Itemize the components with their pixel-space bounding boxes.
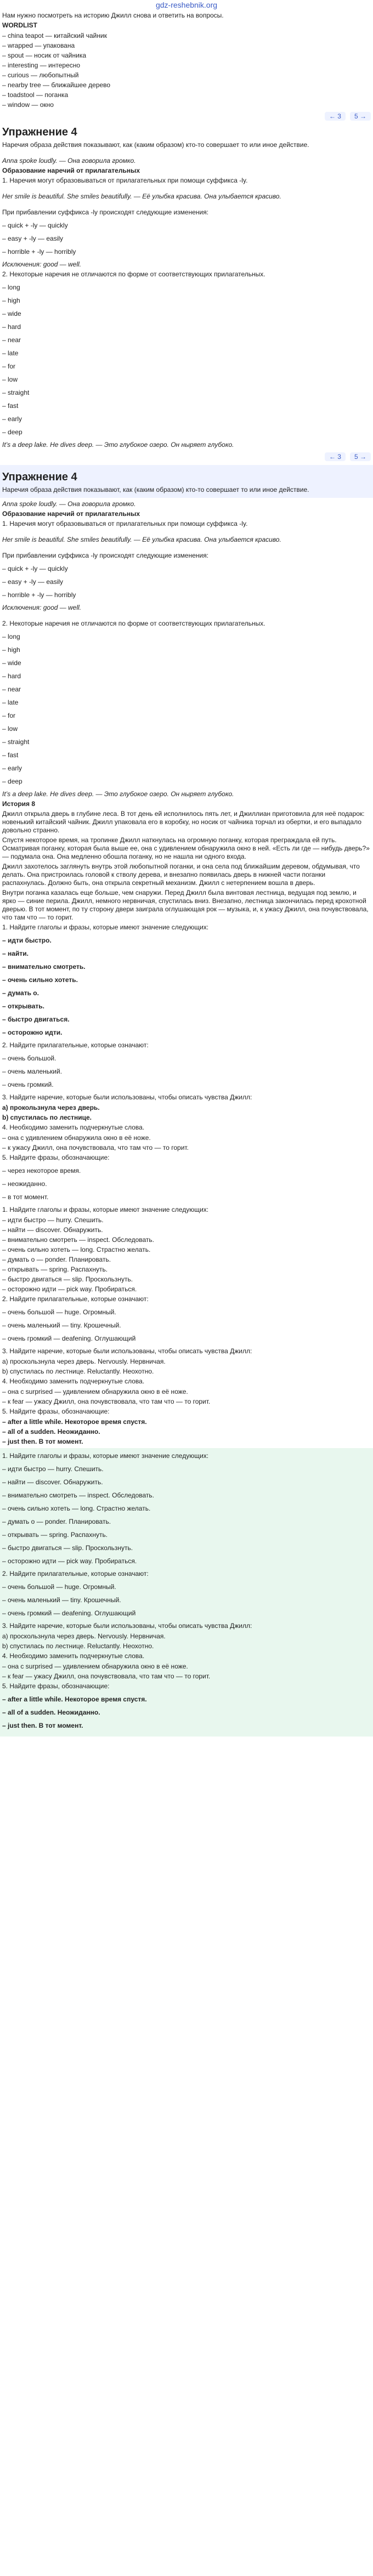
task-item-text: внимательно смотреть. — [8, 963, 86, 971]
task-list — [2, 1166, 371, 1201]
same-form-item: – early — [2, 764, 22, 772]
story-paragraph: Внутри поганка казалась еще больше, чем снаружи. Перед Джилл была винтовая лестница, ведущая под землю, и ярко — синие перила. Джилл, немного нервничая, спустилась вниз. Внезапно, лестница закончилась перед крохотной дверью. В тот момент, по ту сторону двери заиграла оглушающая рок — музыка, и, к ужасу Джилл, она почувствовала, что там что — то горит. — [2, 889, 369, 921]
example-line: Her smile is beautiful. She smiles beautifully. — Её улыбка красива. Она улыбается красиво. — [2, 192, 281, 200]
ly-item: – easy + -ly — easily — [2, 578, 64, 586]
wordlist-item-text: spout — носик от чайника — [8, 52, 87, 59]
answer-text: к fear — ужасу Джилл, она почувствовала, что там что — то горит. — [8, 1398, 211, 1405]
task-item: – внимательно смотреть. — [2, 963, 86, 971]
answer-item: – найти — discover. Обнаружить. — [2, 1226, 103, 1234]
rule-line: 2. Некоторые наречия не отличаются по форме от соответствующих прилагательных. — [2, 270, 265, 278]
story-paragraph: Спустя некоторое время, на тропинке Джилл наткнулась на огромную поганку, которая преграждала ей путь. Осматривая поганку, которая была выше ее, она с удивлением обнаружила окно в ней. «Есть ли где — нибудь дверь?» — подумала она. Она медленно обошла поганку, но не нашла ни одного входа. — [2, 836, 370, 860]
prev-page-button[interactable]: ← 3 — [325, 112, 346, 121]
exercise-intro: Наречия образа действия показывают, как (каким образом) кто-то совершает то или иное действие. — [2, 141, 309, 149]
wordlist-item-text: toadstool — поганка — [8, 91, 69, 99]
answer-item: – after a little while. Некоторое время спустя. — [2, 1418, 147, 1426]
task-list — [2, 936, 371, 1037]
answer-item: – осторожно идти — pick way. Пробираться. — [2, 1557, 137, 1565]
answer-item-text: идти быстро — hurry. Спешить. — [8, 1216, 104, 1224]
answer-text: к fear — ужасу Джилл, она почувствовала, что там что — то горит. — [8, 1672, 211, 1680]
same-form-item-text: early — [8, 764, 22, 772]
answer-item-text: думать о — ponder. Планировать. — [8, 1518, 111, 1525]
task-item-text: в тот момент. — [8, 1193, 49, 1201]
same-form-item-text: straight — [8, 738, 30, 746]
same-form-item: – straight — [2, 389, 30, 396]
task-heading: 4. Необходимо заменить подчеркнутые слова. — [2, 1652, 145, 1660]
answer-item-text: after a little while. Некоторое время спустя. — [8, 1418, 147, 1426]
task-item: – очень большой. — [2, 1054, 56, 1062]
same-form-item: – near — [2, 336, 21, 344]
answer-line: – она с surprised — удивлением обнаружила окно в её ноже. — [2, 1388, 188, 1395]
same-form-item-text: late — [8, 349, 19, 357]
task-heading: 4. Необходимо заменить подчеркнутые слова. — [2, 1377, 145, 1385]
next-page-button[interactable]: 5 → — [350, 112, 371, 121]
answer-item-text: осторожно идти — pick way. Пробираться. — [8, 1557, 137, 1565]
wordlist-item-text: china teapot — китайский чайник — [8, 32, 107, 39]
task-item-text: открывать. — [8, 1002, 44, 1010]
same-form-item: – late — [2, 349, 19, 357]
answer-item-text: очень громкий — deafening. Оглушающий — [8, 1335, 136, 1342]
pagination — [2, 451, 371, 463]
wordlist-item: – interesting — интересно — [2, 61, 81, 69]
answer-item: – just then. В тот момент. — [2, 1438, 83, 1445]
same-form-item: – near — [2, 685, 21, 693]
task-item-text: найти. — [8, 950, 29, 957]
same-form-item-text: deep — [8, 428, 22, 436]
wordlist-title: WORDLIST — [2, 21, 37, 29]
same-form-item-text: long — [8, 283, 20, 291]
exercise-intro: Наречия образа действия показывают, как (каким образом) кто-то совершает то или иное действие. — [2, 486, 309, 493]
answer-text: она с surprised — удивлением обнаружила окно в её ноже. — [8, 1388, 188, 1395]
same-form-item-text: wide — [8, 310, 21, 317]
task-heading: 3. Найдите наречие, которые были использованы, чтобы описать чувства Джилл: — [2, 1347, 252, 1355]
exercise-title: Упражнение 4 — [2, 126, 77, 138]
answer-list — [2, 1216, 371, 1293]
same-form-item: – low — [2, 376, 18, 383]
answer-list — [2, 1695, 371, 1730]
answer-item: – думать о — ponder. Планировать. — [2, 1256, 111, 1263]
same-form-item: – deep — [2, 428, 22, 436]
answer-item: – after a little while. Некоторое время спустя. — [2, 1695, 147, 1703]
same-form-item: – for — [2, 712, 16, 719]
task-item-text: очень громкий. — [8, 1081, 54, 1088]
ly-item: – horrible + -ly — horribly — [2, 248, 76, 256]
answer-item-text: открывать — spring. Распахнуть. — [8, 1531, 108, 1539]
wordlist-item: – wrapped — упакована — [2, 42, 75, 49]
same-form-item-text: fast — [8, 751, 19, 759]
wordlist-item-text: nearby tree — ближайшее дерево — [8, 81, 111, 89]
ly-item-text: easy + -ly — easily — [8, 235, 64, 242]
task-line: – к ужасу Джилл, она почувствовала, что там что — то горит. — [2, 1144, 189, 1151]
exercise-title: Упражнение 4 — [2, 471, 77, 483]
answer-item-text: идти быстро — hurry. Спешить. — [8, 1465, 104, 1473]
ly-item: – quick + -ly — quickly — [2, 222, 68, 229]
same-form-item: – hard — [2, 672, 21, 680]
task-item: – очень маленький. — [2, 1068, 63, 1075]
answer-list — [2, 1582, 371, 1618]
answer-item: – очень сильно хотеть — long. Страстно желать. — [2, 1246, 151, 1253]
same-form-item-text: early — [8, 415, 22, 423]
same-form-item: – long — [2, 633, 20, 640]
same-form-item-text: high — [8, 297, 20, 304]
example-line: Anna spoke loudly. — Она говорила громко. — [2, 500, 136, 508]
task-heading: 2. Найдите прилагательные, которые означают: — [2, 1295, 149, 1303]
answer-item-text: внимательно смотреть — inspect. Обследовать. — [8, 1236, 155, 1244]
site-header[interactable]: gdz-reshebnik.org — [155, 1, 218, 9]
answer-item-text: очень большой — huge. Огромный. — [8, 1583, 116, 1591]
same-form-item: – late — [2, 699, 19, 706]
same-form-item: – deep — [2, 778, 22, 785]
wordlist-item: – nearby tree — ближайшее дерево — [2, 81, 111, 89]
task-item-text: думать о. — [8, 989, 39, 997]
prev-page-button[interactable]: ← 3 — [325, 452, 346, 461]
answer-item-text: думать о — ponder. Планировать. — [8, 1256, 111, 1263]
same-form-item: – straight — [2, 738, 30, 746]
ly-item-text: easy + -ly — easily — [8, 578, 64, 586]
answer-line: – к fear — ужасу Джилл, она почувствовала, что там что — то горит. — [2, 1398, 211, 1405]
answer-item: – внимательно смотреть — inspect. Обследовать. — [2, 1236, 155, 1244]
task-item-text: быстро двигаться. — [8, 1015, 70, 1023]
rule-line: При прибавлении суффикса -ly происходят следующие изменения: — [2, 208, 209, 216]
task-item: – идти быстро. — [2, 937, 52, 944]
next-page-button[interactable]: 5 → — [350, 452, 371, 461]
wordlist-item-text: interesting — интересно — [8, 61, 81, 69]
answer-item-text: быстро двигаться — slip. Проскользнуть. — [8, 1544, 133, 1552]
answer-item-text: all of a sudden. Неожиданно. — [8, 1428, 100, 1435]
same-form-item: – high — [2, 646, 20, 654]
answer-item: – открывать — spring. Распахнуть. — [2, 1266, 108, 1273]
same-form-item-text: deep — [8, 778, 22, 785]
answer-item: – all of a sudden. Неожиданно. — [2, 1428, 100, 1435]
answer-item-text: очень маленький — tiny. Крошечный. — [8, 1321, 121, 1329]
wordlist-item: – china teapot — китайский чайник — [2, 32, 107, 39]
same-form-item-text: for — [8, 712, 16, 719]
answer-item: – очень громкий — deafening. Оглушающий — [2, 1609, 136, 1617]
task-line: a) прокользнула через дверь. — [2, 1104, 100, 1111]
same-form-item: – for — [2, 362, 16, 370]
answer-item-text: очень большой — huge. Огромный. — [8, 1308, 116, 1316]
answer-item-text: очень громкий — deafening. Оглушающий — [8, 1609, 136, 1617]
answer-item: – быстро двигаться — slip. Проскользнуть. — [2, 1544, 133, 1552]
same-form-item-text: long — [8, 633, 20, 640]
story-title: История 8 — [2, 800, 36, 808]
task-item: – думать о. — [2, 989, 39, 997]
answer-item: – очень большой — huge. Огромный. — [2, 1583, 116, 1591]
same-form-item-text: hard — [8, 672, 21, 680]
same-form-list — [2, 632, 371, 786]
ly-item: – easy + -ly — easily — [2, 235, 64, 242]
task-heading: 5. Найдите фразы, обозначающие: — [2, 1682, 110, 1690]
answer-item: – очень сильно хотеть — long. Страстно желать. — [2, 1505, 151, 1512]
task-line: b) спустилась по лестнице. — [2, 1114, 92, 1121]
task-line: – она с удивлением обнаружила окно в её ноже. — [2, 1134, 151, 1142]
answer-item-text: очень сильно хотеть — long. Страстно желать. — [8, 1505, 151, 1512]
task-heading: 1. Найдите глаголы и фразы, которые имеют значение следующих: — [2, 1206, 209, 1213]
answer-item: – найти — discover. Обнаружить. — [2, 1478, 103, 1486]
answer-item: – быстро двигаться — slip. Проскользнуть. — [2, 1275, 133, 1283]
answer-item: – очень маленький — tiny. Крошечный. — [2, 1596, 121, 1604]
ly-item: – horrible + -ly — horribly — [2, 591, 76, 599]
ly-item-text: quick + -ly — quickly — [8, 565, 68, 572]
answer-item-text: быстро двигаться — slip. Проскользнуть. — [8, 1275, 133, 1283]
answer-line: a) проскользнула через дверь. Nervously. Нервничая. — [2, 1358, 166, 1365]
answer-text: она с surprised — удивлением обнаружила окно в её ноже. — [8, 1663, 188, 1670]
wordlist-item: – curious — любопытный — [2, 71, 79, 79]
answer-item-text: открывать — spring. Распахнуть. — [8, 1266, 108, 1273]
ly-list — [2, 564, 371, 599]
same-form-item-text: late — [8, 699, 19, 706]
section-heading: Образование наречий от прилагательных — [2, 167, 140, 174]
answer-item-text: очень маленький — tiny. Крошечный. — [8, 1596, 121, 1604]
answer-item: – all of a sudden. Неожиданно. — [2, 1709, 100, 1716]
story-paragraph: Джилл открыла дверь в глубине леса. В тот день ей исполнилось пять лет, и Джиллиан приготовила для неё подарок: новенький китайский чайник. Джилл упаковала его в коробку, но носик от чайника торчал из обертки, и его выпадало довольно странно. — [2, 810, 365, 834]
repeated-exercise-header — [0, 465, 373, 498]
same-form-item: – wide — [2, 659, 21, 667]
task-heading: 2. Найдите прилагательные, которые означают: — [2, 1041, 149, 1049]
same-form-item: – fast — [2, 751, 19, 759]
wordlist-item: – window — окно — [2, 101, 54, 109]
exception-line: Исключения: good — well. — [2, 604, 82, 611]
answer-line: b) спустилась по лестнице. Reluctantly. Неохотно. — [2, 1368, 154, 1375]
task-text: она с удивлением обнаружила окно в её ноже. — [8, 1134, 151, 1142]
answer-item-text: внимательно смотреть — inspect. Обследовать. — [8, 1491, 155, 1499]
task-item: – быстро двигаться. — [2, 1015, 70, 1023]
task-heading: 5. Найдите фразы, обозначающие: — [2, 1408, 110, 1415]
answer-item-text: найти — discover. Обнаружить. — [8, 1226, 103, 1234]
task-item-text: очень сильно хотеть. — [8, 976, 78, 984]
story-paragraph: Джилл захотелось заглянуть внутрь этой любопытной поганки, и она села под ближайшим деревом, обдумывая, что делать. Она пристроилась головой к стволу дерева, и внезапно появилась дверь в нижней части поганки распахнулась. Должно быть, она открыла секретный механизм. Джилл с нетерпением вошла в дверь. — [2, 863, 360, 887]
ly-list — [2, 221, 371, 256]
wordlist-item-text: window — окно — [8, 101, 54, 109]
answer-item-text: just then. В тот момент. — [8, 1438, 83, 1445]
answer-item-text: just then. В тот момент. — [8, 1722, 83, 1729]
example-line: It’s a deep lake. He dives deep. — Это глубокое озеро. Он ныряет глубоко. — [2, 790, 234, 798]
answer-item: – очень большой — huge. Огромный. — [2, 1308, 116, 1316]
task-item: – открывать. — [2, 1002, 44, 1010]
same-form-item: – hard — [2, 323, 21, 331]
answer-list — [2, 1308, 371, 1343]
ly-item: – quick + -ly — quickly — [2, 565, 68, 572]
intro-text: Нам нужно посмотреть на историю Джилл снова и ответить на вопросы. — [2, 12, 224, 19]
task-list — [2, 1054, 371, 1089]
same-form-item-text: near — [8, 685, 21, 693]
answer-item: – осторожно идти — pick way. Пробираться. — [2, 1285, 137, 1293]
wordlist-item: – spout — носик от чайника — [2, 52, 87, 59]
answer-item: – идти быстро — hurry. Спешить. — [2, 1216, 104, 1224]
task-item-text: неожиданно. — [8, 1180, 47, 1188]
task-item-text: через некоторое время. — [8, 1167, 81, 1174]
task-item: – осторожно идти. — [2, 1029, 63, 1036]
task-item: – очень громкий. — [2, 1081, 54, 1088]
same-form-item: – high — [2, 297, 20, 304]
answer-item: – идти быстро — hurry. Спешить. — [2, 1465, 104, 1473]
same-form-item: – early — [2, 415, 22, 423]
task-item: – в тот момент. — [2, 1193, 49, 1201]
answer-item: – just then. В тот момент. — [2, 1722, 83, 1729]
same-form-item-text: low — [8, 376, 18, 383]
answer-item: – очень маленький — tiny. Крошечный. — [2, 1321, 121, 1329]
example-line: It’s a deep lake. He dives deep. — Это глубокое озеро. Он ныряет глубоко. — [2, 441, 234, 449]
same-form-item: – wide — [2, 310, 21, 317]
answer-item-text: after a little while. Некоторое время спустя. — [8, 1695, 147, 1703]
example-line: Her smile is beautiful. She smiles beautifully. — Её улыбка красива. Она улыбается красиво. — [2, 536, 281, 543]
rule-line: 2. Некоторые наречия не отличаются по форме от соответствующих прилагательных. — [2, 620, 265, 627]
same-form-item-text: wide — [8, 659, 21, 667]
same-form-item: – fast — [2, 402, 19, 410]
same-form-list — [2, 283, 371, 436]
rule-line: 1. Наречия могут образовываться от прилагательных при помощи суффикса -ly. — [2, 177, 248, 184]
pagination — [2, 110, 371, 122]
answer-line: – она с surprised — удивлением обнаружила окно в её ноже. — [2, 1663, 188, 1670]
wordlist — [2, 31, 371, 109]
answer-item: – открывать — spring. Распахнуть. — [2, 1531, 108, 1539]
task-item-text: осторожно идти. — [8, 1029, 63, 1036]
same-form-item-text: fast — [8, 402, 19, 410]
wordlist-item-text: curious — любопытный — [8, 71, 79, 79]
answer-line: b) спустилась по лестнице. Reluctantly. Неохотно. — [2, 1642, 154, 1650]
same-form-item-text: straight — [8, 389, 30, 396]
answer-item-text: осторожно идти — pick way. Пробираться. — [8, 1285, 137, 1293]
answer-line: a) проскользнула через дверь. Nervously. Нервничая. — [2, 1632, 166, 1640]
answer-line: – к fear — ужасу Джилл, она почувствовала, что там что — то горит. — [2, 1672, 211, 1680]
task-heading: 5. Найдите фразы, обозначающие: — [2, 1154, 110, 1161]
task-item: – найти. — [2, 950, 29, 957]
wordlist-item-text: wrapped — упакована — [8, 42, 75, 49]
answer-item: – очень громкий — deafening. Оглушающий — [2, 1335, 136, 1342]
task-item: – очень сильно хотеть. — [2, 976, 78, 984]
answer-item: – думать о — ponder. Планировать. — [2, 1518, 111, 1525]
ly-item-text: quick + -ly — quickly — [8, 222, 68, 229]
wordlist-item: – toadstool — поганка — [2, 91, 69, 99]
same-form-item: – long — [2, 283, 20, 291]
task-heading: 3. Найдите наречие, которые были использованы, чтобы описать чувства Джилл: — [2, 1093, 252, 1101]
answer-list — [2, 1417, 371, 1446]
ly-item-text: horrible + -ly — horribly — [8, 248, 76, 256]
highlighted-answers — [0, 1448, 373, 1737]
same-form-item-text: hard — [8, 323, 21, 331]
task-heading: 3. Найдите наречие, которые были использованы, чтобы описать чувства Джилл: — [2, 1622, 252, 1630]
same-form-item-text: low — [8, 725, 18, 733]
rule-line: 1. Наречия могут образовываться от прилагательных при помощи суффикса -ly. — [2, 520, 248, 527]
task-heading: 4. Необходимо заменить подчеркнутые слова. — [2, 1124, 145, 1131]
answer-item-text: all of a sudden. Неожиданно. — [8, 1709, 100, 1716]
same-form-item-text: for — [8, 362, 16, 370]
answer-list — [2, 1465, 371, 1565]
task-heading: 1. Найдите глаголы и фразы, которые имеют значение следующих: — [2, 1452, 209, 1460]
task-heading: 1. Найдите глаголы и фразы, которые имеют значение следующих: — [2, 923, 209, 931]
ly-item-text: horrible + -ly — horribly — [8, 591, 76, 599]
task-item-text: очень маленький. — [8, 1068, 63, 1075]
answer-item-text: очень сильно хотеть — long. Страстно желать. — [8, 1246, 151, 1253]
answer-item: – внимательно смотреть — inspect. Обследовать. — [2, 1491, 155, 1499]
rule-line: При прибавлении суффикса -ly происходят следующие изменения: — [2, 552, 209, 559]
section-heading: Образование наречий от прилагательных — [2, 510, 140, 518]
same-form-item-text: near — [8, 336, 21, 344]
task-item-text: очень большой. — [8, 1054, 56, 1062]
exception-line: Исключения: good — well. — [2, 260, 82, 268]
answer-item-text: найти — discover. Обнаружить. — [8, 1478, 103, 1486]
task-heading: 2. Найдите прилагательные, которые означают: — [2, 1570, 149, 1578]
task-text: к ужасу Джилл, она почувствовала, что там что — то горит. — [8, 1144, 189, 1151]
task-item: – через некоторое время. — [2, 1167, 81, 1174]
same-form-item: – low — [2, 725, 18, 733]
same-form-item-text: high — [8, 646, 20, 654]
task-item-text: идти быстро. — [8, 937, 52, 944]
example-line: Anna spoke loudly. — Она говорила громко. — [2, 157, 136, 164]
task-item: – неожиданно. — [2, 1180, 47, 1188]
